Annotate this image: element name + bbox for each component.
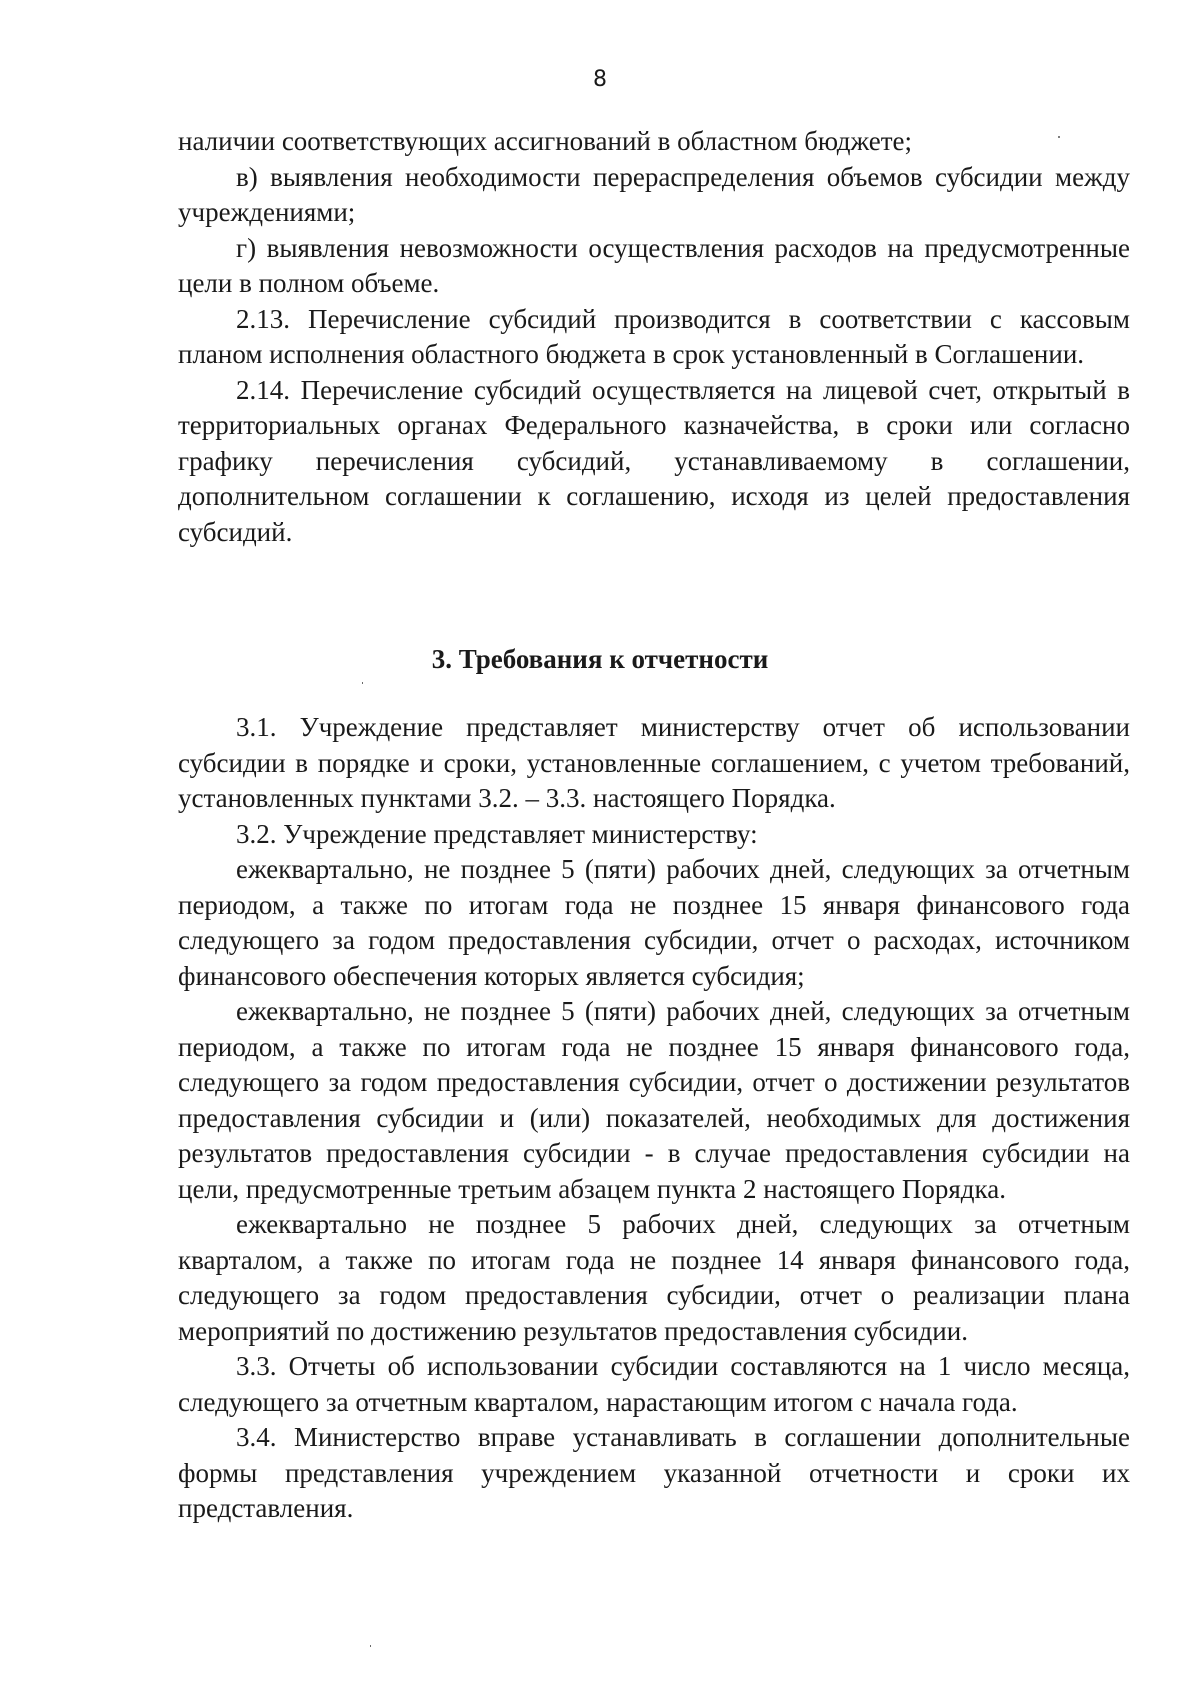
paragraph-continuation: наличии соответствующих ассигнований в областном бюджете; [178,126,913,156]
paragraph-3-4: 3.4. Министерство вправе устанавливать в соглашении дополнительные формы представления учреждением указанной отчетности и сроки их представления. [178,1422,1130,1523]
scan-speck [370,1645,371,1647]
paragraph-item-v: в) выявления необходимости перераспределения объемов субсидии между учреждениями; [178,161,1130,227]
scan-speck [1058,136,1060,138]
paragraph-item-g: г) выявления невозможности осуществления расходов на предусмотренные цели в полном объеме. [178,232,1130,298]
text-block-top [178,124,1130,550]
paragraph-2-14: 2.14. Перечисление субсидий осуществляется на лицевой счет, открытый в территориальных органах Федерального казначейства, в сроки или согласно графику перечисления субсидий, устанавливаемому в соглашении, дополнительном соглашении к соглашению, исходя из целей предоставления субсидий. [178,374,1130,547]
section-title: 3. Требования к отчетности [431,644,769,674]
scan-speck [362,682,363,684]
page-number: 8 [593,67,607,92]
paragraph-3-2-item-3: ежеквартально не позднее 5 рабочих дней, следующих за отчетным кварталом, а также по итогам года не позднее 14 января финансового года, следующего за годом предоставления субсидии, отчет о реализации плана мероприятий по достижению результатов предоставления субсидии. [178,1209,1130,1346]
text-block-bottom [178,710,1130,1527]
paragraph-3-2: 3.2. Учреждение представляет министерству: [236,818,758,849]
paragraph-3-1: 3.1. Учреждение представляет министерству отчет об использовании субсидии в порядке и сроки, установленные соглашением, с учетом требований, установленных пунктами 3.2. – 3.3. настоящего Порядка. [178,712,1130,813]
paragraph-3-3: 3.3. Отчеты об использовании субсидии составляются на 1 число месяца, следующего за отчетным кварталом, нарастающим итогом с начала года. [178,1351,1130,1417]
paragraph-2-13: 2.13. Перечисление субсидий производится в соответствии с кассовым планом исполнения областного бюджета в срок установленный в Соглашении. [178,303,1130,369]
paragraph-3-2-item-1: ежеквартально, не позднее 5 (пяти) рабочих дней, следующих за отчетным периодом, а также по итогам года не позднее 15 января финансового года следующего за годом предоставления субсидии, отчет о расходах, источником финансового обеспечения которых является субсидия; [178,854,1130,991]
paragraph-3-2-item-2: ежеквартально, не позднее 5 (пяти) рабочих дней, следующих за отчетным периодом, а также по итогам года не позднее 15 января финансового года, следующего за годом предоставления субсидии, отчет о достижении результатов предоставления субсидии и (или) показателей, необходимых для достижения результатов предоставления субсидии - в случае предоставления субсидии на цели, предусмотренные третьим абзацем пункта 2 настоящего Порядка. [178,996,1130,1204]
